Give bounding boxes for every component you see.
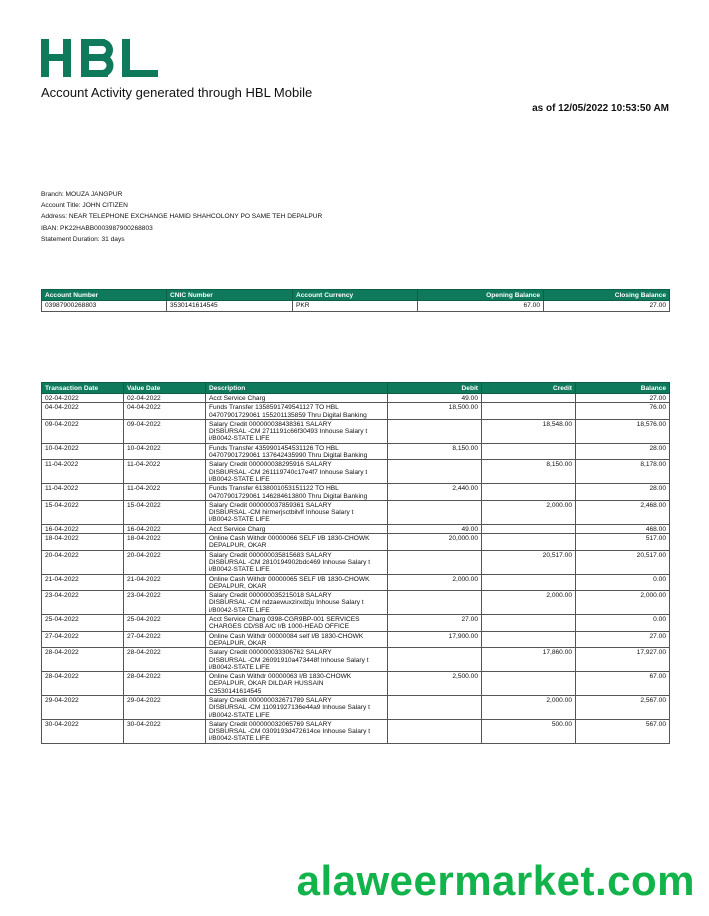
debit-amount: 2,500.00: [388, 672, 482, 696]
credit-amount: 18,548.00: [482, 419, 576, 443]
description: Online Cash Withdr 00000065 SELF I/B 1830-CHOWK DEPALPUR, OKAR: [206, 574, 388, 591]
account-info: [41, 189, 322, 245]
transaction-row: [42, 460, 670, 484]
debit-amount: 49.00: [388, 394, 482, 403]
branch-line: Branch: MOUZA JANGPUR: [41, 191, 123, 198]
account-number: 03987900268803: [42, 301, 167, 312]
credit-amount: 500.00: [482, 719, 576, 743]
transaction-date: 20-04-2022: [42, 550, 124, 574]
transaction-date: 28-04-2022: [42, 648, 124, 672]
description: Acct Service Charg: [206, 524, 388, 533]
balance-amount: 18,576.00: [576, 419, 670, 443]
balance-amount: 0.00: [576, 615, 670, 632]
credit-amount: [482, 672, 576, 696]
description: Salary Credit 000000038295916 SALARY DISBURSAL -CM 261119740c17e4f7 Inhouse Salary t i/B0042-STATE LIFE: [206, 460, 388, 484]
balance-amount: 517.00: [576, 534, 670, 551]
balance-amount: 27.00: [576, 394, 670, 403]
transaction-row: [42, 631, 670, 648]
transaction-row: [42, 394, 670, 403]
transaction-date: 25-04-2022: [42, 615, 124, 632]
description: Funds Transfer 1358591749541127 TO HBL 04707901729061 155201135859 Thru Digital Banking: [206, 403, 388, 420]
balance-amount: 20,517.00: [576, 550, 670, 574]
credit-amount: [482, 534, 576, 551]
statement-duration-line: Statement Duration: 31 days: [41, 235, 125, 243]
value-date: 27-04-2022: [124, 631, 206, 648]
debit-amount: 2,440.00: [388, 484, 482, 501]
description: Online Cash Withdr 00000084 self I/B 1830-CHOWK DEPALPUR, OKAR: [206, 631, 388, 648]
debit-amount: 18,500.00: [388, 403, 482, 420]
transaction-row: [42, 443, 670, 460]
transaction-row: [42, 500, 670, 524]
description: Salary Credit 000000037859361 SALARY DISBURSAL -CM hirmerjsctbilvlf Inhouse Salary t i/B0042-STATE LIFE: [206, 500, 388, 524]
iban-line: IBAN: PK22HABB0003987900268803: [41, 224, 153, 232]
header-account-number: Account Number: [42, 290, 167, 301]
transaction-row: [42, 419, 670, 443]
value-date: 29-04-2022: [124, 695, 206, 719]
balance-amount: 2,468.00: [576, 500, 670, 524]
transaction-date: 18-04-2022: [42, 534, 124, 551]
description: Salary Credit 000000032671789 SALARY DISBURSAL -CM 11091927136e44a9 Inhouse Salary t i/B0042-STATE LIFE: [206, 695, 388, 719]
credit-amount: [482, 615, 576, 632]
debit-amount: 8,150.00: [388, 443, 482, 460]
credit-amount: [482, 631, 576, 648]
debit-amount: [388, 695, 482, 719]
transaction-row: [42, 591, 670, 615]
transaction-date: 27-04-2022: [42, 631, 124, 648]
header-cnic-number: CNIC Number: [167, 290, 293, 301]
report-subtitle: Account Activity generated through HBL Mobile: [41, 85, 313, 100]
transaction-date: 11-04-2022: [42, 460, 124, 484]
transaction-date: 02-04-2022: [42, 394, 124, 403]
transaction-row: [42, 484, 670, 501]
transaction-date: 29-04-2022: [42, 695, 124, 719]
description: Online Cash Withdr 00000066 SELF I/B 1830-CHOWK DEPALPUR, OKAR: [206, 534, 388, 551]
value-date: 10-04-2022: [124, 443, 206, 460]
value-date: 30-04-2022: [124, 719, 206, 743]
debit-amount: 27.00: [388, 615, 482, 632]
credit-amount: 20,517.00: [482, 550, 576, 574]
balance-amount: 468.00: [576, 524, 670, 533]
value-date: 04-04-2022: [124, 403, 206, 420]
balance-amount: 8,178.00: [576, 460, 670, 484]
header-transaction-date: Transaction Date: [42, 383, 124, 394]
debit-amount: 20,000.00: [388, 534, 482, 551]
transaction-date: 10-04-2022: [42, 443, 124, 460]
transaction-date: 04-04-2022: [42, 403, 124, 420]
description: Online Cash Withdr 00000063 I/B 1830-CHOWK DEPALPUR, OKAR DILDAR HUSSAIN C3530141614545: [206, 672, 388, 696]
header-opening-balance: Opening Balance: [418, 290, 544, 301]
transaction-date: 23-04-2022: [42, 591, 124, 615]
transaction-date: 28-04-2022: [42, 672, 124, 696]
balance-amount: 67.00: [576, 672, 670, 696]
cnic-number: 3530141614545: [167, 301, 293, 312]
opening-balance: 67.00: [418, 301, 544, 312]
transactions-table: [41, 382, 670, 744]
credit-amount: 2,000.00: [482, 591, 576, 615]
value-date: 21-04-2022: [124, 574, 206, 591]
transaction-row: [42, 550, 670, 574]
balance-amount: 17,927.00: [576, 648, 670, 672]
credit-amount: [482, 403, 576, 420]
value-date: 09-04-2022: [124, 419, 206, 443]
balance-amount: 2,000.00: [576, 591, 670, 615]
credit-amount: [482, 443, 576, 460]
transaction-date: 21-04-2022: [42, 574, 124, 591]
debit-amount: 49.00: [388, 524, 482, 533]
credit-amount: [482, 524, 576, 533]
debit-amount: [388, 648, 482, 672]
description: Salary Credit 000000035215018 SALARY DISBURSAL -CM ndzaewuxzirxdzju Inhouse Salary t i/B0042-STATE LIFE: [206, 591, 388, 615]
closing-balance: 27.00: [544, 301, 670, 312]
balance-amount: 0.00: [576, 574, 670, 591]
transaction-row: [42, 695, 670, 719]
transaction-date: 09-04-2022: [42, 419, 124, 443]
header-credit: Credit: [482, 383, 576, 394]
value-date: 28-04-2022: [124, 648, 206, 672]
credit-amount: [482, 484, 576, 501]
generated-timestamp: as of 12/05/2022 10:53:50 AM: [532, 103, 669, 114]
description: Salary Credit 000000038438361 SALARY DISBURSAL -CM 2711191c66f30493 Inhouse Salary t i/B0042-STATE LIFE: [206, 419, 388, 443]
header-balance: Balance: [576, 383, 670, 394]
account-summary-table: [41, 289, 670, 312]
balance-amount: 28.00: [576, 443, 670, 460]
credit-amount: 8,150.00: [482, 460, 576, 484]
header-account-currency: Account Currency: [293, 290, 418, 301]
description: Funds Transfer 4359901454531126 TO HBL 04707901729061 137642435990 Thru Digital Banking: [206, 443, 388, 460]
credit-amount: 2,000.00: [482, 695, 576, 719]
value-date: 11-04-2022: [124, 460, 206, 484]
account-title-line: Account Title: JOHN CITIZEN: [41, 202, 128, 210]
transactions-body: [42, 394, 670, 744]
account-currency: PKR: [293, 301, 418, 312]
value-date: 18-04-2022: [124, 534, 206, 551]
credit-amount: 17,860.00: [482, 648, 576, 672]
debit-amount: [388, 460, 482, 484]
transaction-row: [42, 524, 670, 533]
description: Salary Credit 000000032065769 SALARY DISBURSAL -CM 0309193d472614ce Inhouse Salary t i/B0042-STATE LIFE: [206, 719, 388, 743]
debit-amount: 2,000.00: [388, 574, 482, 591]
value-date: 16-04-2022: [124, 524, 206, 533]
debit-amount: [388, 591, 482, 615]
transaction-row: [42, 574, 670, 591]
balance-amount: 76.00: [576, 403, 670, 420]
transaction-row: [42, 672, 670, 696]
transaction-date: 15-04-2022: [42, 500, 124, 524]
transaction-row: [42, 615, 670, 632]
balance-amount: 28.00: [576, 484, 670, 501]
transaction-date: 30-04-2022: [42, 719, 124, 743]
watermark-text: alaweermarket.com: [296, 857, 695, 904]
description: Salary Credit 000000033306762 SALARY DISBURSAL -CM 26091910a473448f Inhouse Salary t i/B0042-STATE LIFE: [206, 648, 388, 672]
balance-amount: 27.00: [576, 631, 670, 648]
header-value-date: Value Date: [124, 383, 206, 394]
value-date: 02-04-2022: [124, 394, 206, 403]
hbl-logo: [40, 36, 162, 80]
transactions-header: [42, 383, 670, 394]
transaction-row: [42, 403, 670, 420]
description: Acct Service Charg: [206, 394, 388, 403]
account-summary-header: [42, 290, 670, 301]
value-date: 28-04-2022: [124, 672, 206, 696]
value-date: 25-04-2022: [124, 615, 206, 632]
transaction-row: [42, 534, 670, 551]
transaction-date: 16-04-2022: [42, 524, 124, 533]
description: Funds Transfer 6138001053151122 TO HBL 04707901729061 146284613800 Thru Digital Banking: [206, 484, 388, 501]
balance-amount: 567.00: [576, 719, 670, 743]
account-summary-row: [42, 301, 670, 312]
credit-amount: [482, 394, 576, 403]
debit-amount: [388, 500, 482, 524]
value-date: 15-04-2022: [124, 500, 206, 524]
header-closing-balance: Closing Balance: [544, 290, 670, 301]
credit-amount: 2,000.00: [482, 500, 576, 524]
value-date: 20-04-2022: [124, 550, 206, 574]
debit-amount: 17,900.00: [388, 631, 482, 648]
balance-amount: 2,567.00: [576, 695, 670, 719]
header-debit: Debit: [388, 383, 482, 394]
value-date: 23-04-2022: [124, 591, 206, 615]
transaction-row: [42, 648, 670, 672]
value-date: 11-04-2022: [124, 484, 206, 501]
description: Acct Service Charg 0398-CGR9BP-001 SERVICES CHARGES CD/SB A/C I/B 1000-HEAD OFFICE: [206, 615, 388, 632]
debit-amount: [388, 419, 482, 443]
credit-amount: [482, 574, 576, 591]
transaction-date: 11-04-2022: [42, 484, 124, 501]
description: Salary Credit 000000035815683 SALARY DISBURSAL -CM 2810194902bdc469 Inhouse Salary t i/B0042-STATE LIFE: [206, 550, 388, 574]
debit-amount: [388, 550, 482, 574]
header-description: Description: [206, 383, 388, 394]
address-line: Address: NEAR TELEPHONE EXCHANGE HAMID SHAHCOLONY PO SAME TEH DEPALPUR: [41, 213, 323, 221]
debit-amount: [388, 719, 482, 743]
transaction-row: [42, 719, 670, 743]
